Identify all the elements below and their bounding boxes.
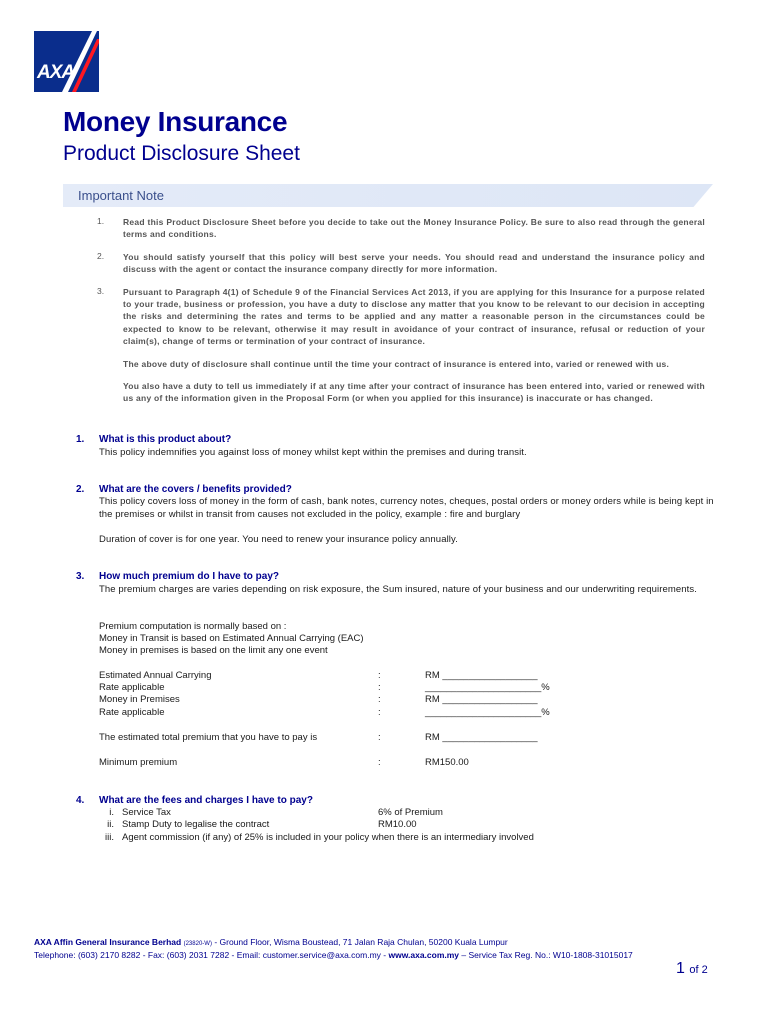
- footer-tax-reg: – Service Tax Reg. No.: W10-1808-31015017: [461, 950, 633, 960]
- axa-logo: [34, 31, 99, 92]
- premium-total-value: RM __________________: [425, 732, 538, 743]
- premium-row-label: Rate applicable: [99, 682, 165, 693]
- premium-row-label: Rate applicable: [99, 707, 165, 718]
- note-number: 3.: [97, 285, 105, 296]
- footer-website-link[interactable]: www.axa.com.my: [388, 950, 460, 960]
- page-title: Money Insurance: [63, 106, 288, 137]
- page-current: 1: [676, 960, 685, 977]
- premium-row-value: ______________________%: [425, 682, 550, 693]
- section-heading: How much premium do I have to pay?: [99, 571, 280, 582]
- premium-row-colon: :: [378, 694, 381, 705]
- premium-minimum-value: RM150.00: [425, 757, 469, 768]
- section-heading: What are the covers / benefits provided?: [99, 484, 292, 495]
- premium-row-value: RM __________________: [425, 670, 538, 681]
- fee-value: RM10.00: [378, 819, 417, 830]
- footer-address-text: - Ground Floor, Wisma Boustead, 71 Jalan Raja Chulan, 50200 Kuala Lumpur: [214, 937, 508, 947]
- note-text: You should satisfy yourself that this policy will best serve your needs. You should read and understand the insurance policy and discuss with the agent or contact the insurance company directly for more information.: [123, 251, 705, 275]
- section-body: This policy covers loss of money in the form of cash, bank notes, currency notes, cheques, postal orders or money orders while is being kept in the premises or whilst in transit from causes not excluded in the policy, example : fire and burglary: [99, 496, 714, 520]
- premium-minimum-label: Minimum premium: [99, 757, 178, 768]
- logo-text: AXA: [37, 62, 75, 83]
- fee-value: 6% of Premium: [378, 807, 443, 818]
- section-number: 2.: [76, 484, 85, 495]
- premium-computation-line: Money in premises is based on the limit any one event: [99, 645, 328, 656]
- premium-row-label: Estimated Annual Carrying: [99, 670, 212, 681]
- footer-company: AXA Affin General Insurance Berhad: [34, 937, 182, 947]
- note-number: 1.: [97, 216, 105, 226]
- fee-numeral: iii.: [105, 832, 114, 843]
- section-body-duration: Duration of cover is for one year. You need to renew your insurance policy annually.: [99, 534, 458, 545]
- page-total: of 2: [689, 964, 708, 976]
- section-heading: What is this product about?: [99, 434, 232, 445]
- premium-row-colon: :: [378, 707, 381, 718]
- fee-label: Stamp Duty to legalise the contract: [122, 819, 270, 830]
- section-number: 1.: [76, 434, 85, 445]
- note-item: [95, 251, 705, 276]
- fee-numeral: i.: [109, 807, 114, 818]
- premium-total-colon: :: [378, 732, 381, 743]
- section-number: 4.: [76, 795, 85, 806]
- note-paragraph: The above duty of disclosure shall continue until the time your contract of insurance is entered into, varied or renewed with us.: [123, 358, 670, 369]
- fee-numeral: ii.: [107, 819, 114, 830]
- note-number: 2.: [97, 250, 105, 261]
- premium-row-colon: :: [378, 682, 381, 693]
- section-heading: What are the fees and charges I have to pay?: [99, 795, 313, 806]
- section-body: This policy indemnifies you against loss of money whilst kept within the premises and during transit.: [99, 447, 527, 458]
- premium-row-value: RM __________________: [425, 694, 538, 705]
- footer-address: [34, 937, 508, 947]
- note-text: Read this Product Disclosure Sheet before you decide to take out the Money Insurance Policy. Be sure to also read through the general terms and conditions.: [123, 217, 705, 240]
- section-number: 3.: [76, 571, 85, 582]
- premium-computation-line: Premium computation is normally based on :: [99, 621, 287, 632]
- footer-contact: [34, 950, 633, 960]
- fee-label: Service Tax: [122, 807, 171, 818]
- premium-total-label: The estimated total premium that you have to pay is: [99, 732, 318, 743]
- footer-contact-text: Telephone: (603) 2170 8282 - Fax: (603) 2031 7282 - Email: customer.service@axa.com.my -: [34, 950, 387, 960]
- premium-row-label: Money in Premises: [99, 694, 180, 705]
- note-text: Pursuant to Paragraph 4(1) of Schedule 9 of the Financial Services Act 2013, if you are applying for this Insurance for a purpose related to your trade, business or profession, you have a duty to disclose any matter that you know to be relevant to our decision in accepting the risks and determining the rates and terms to be applied and any matter a reasonable person in the circumstances could be expected to know to be relevant, otherwise it may result in avoidance of your contract of insurance, refusal or reduction of your claim(s), change of terms or termination of your contract of insurance.: [123, 286, 705, 347]
- premium-computation-line: Money in Transit is based on Estimated Annual Carrying (EAC): [99, 633, 364, 644]
- note-item: [95, 286, 705, 348]
- premium-minimum-colon: :: [378, 757, 381, 768]
- page-subtitle: Product Disclosure Sheet: [63, 142, 300, 165]
- premium-row-colon: :: [378, 670, 381, 681]
- note-item: [95, 216, 705, 241]
- fee-label: Agent commission (if any) of 25% is included in your policy when there is an intermediary involved: [122, 832, 534, 843]
- section-body: The premium charges are varies depending on risk exposure, the Sum insured, nature of your business and our underwriting requirements.: [99, 584, 697, 595]
- footer-reg-no: (23820-W): [183, 941, 212, 947]
- note-paragraph: You also have a duty to tell us immediately if at any time after your contract of insurance has been entered into, varied or renewed with us any of the information given in the Proposal Form (or when you applied for this insurance) is inaccurate or has changed.: [123, 381, 705, 404]
- premium-row-value: ______________________%: [425, 707, 550, 718]
- page-number: [676, 960, 708, 978]
- important-note-list: [95, 216, 705, 415]
- important-note-heading: Important Note: [78, 188, 164, 203]
